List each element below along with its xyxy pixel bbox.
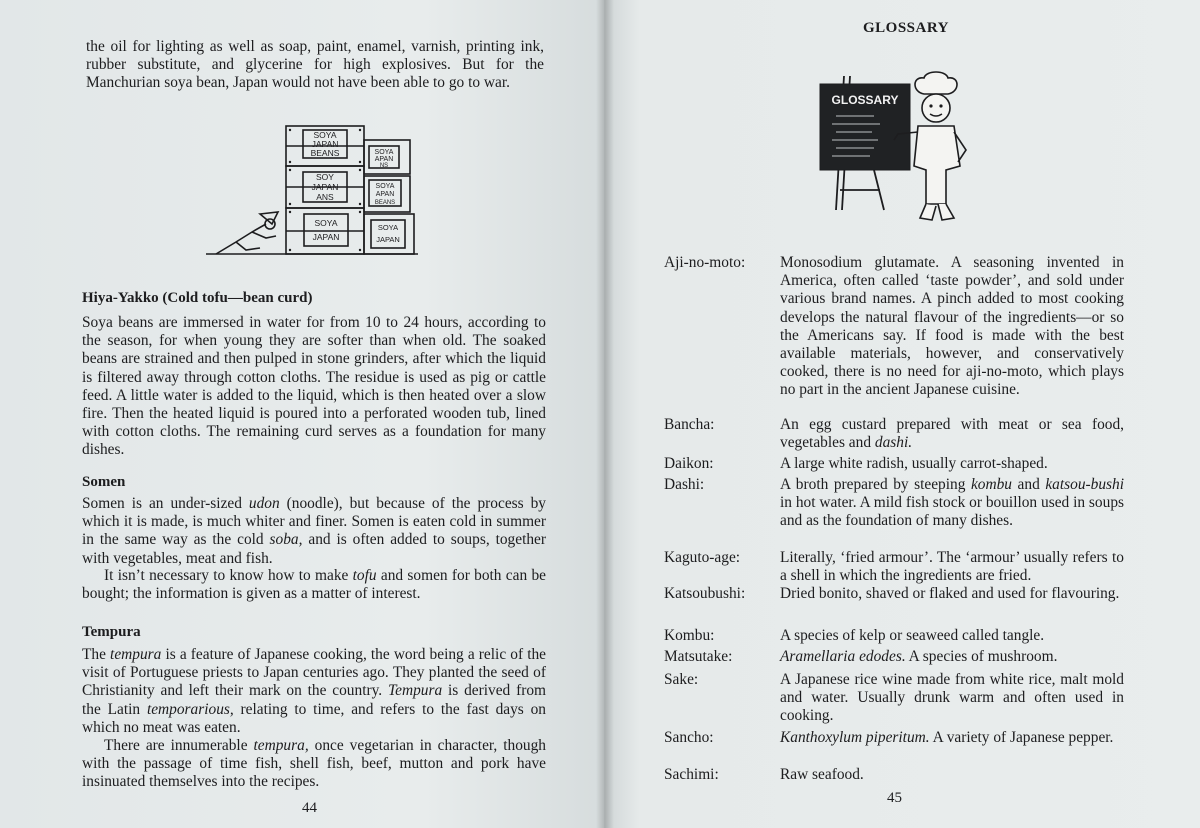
glossary-definition: A broth prepared by steeping kombu and katsou-bushi in hot water. A mild fish stock or bouillon used in soups and as the foundation of many dishes. [780, 476, 1124, 530]
somen-heading: Somen [82, 474, 126, 490]
glossary-definition: A Japanese rice wine made from white rice, malt mold and water. Usually drunk warm and often used in cooking. [780, 671, 1124, 725]
left-page-number: 44 [302, 800, 317, 816]
hiya-yakko-heading: Hiya-Yakko (Cold tofu—bean curd) [82, 290, 313, 306]
glossary-definition: An egg custard prepared with meat or sea food, vegetables and dashi. [780, 416, 1124, 452]
glossary-term: Bancha: [664, 416, 715, 433]
glossary-definition: Aramellaria edodes. A species of mushroom. [780, 648, 1058, 665]
crate2-label-line3: ANS [316, 192, 334, 202]
crate1-label-line2: JAPAN [311, 139, 339, 149]
somen-paragraph-1: Somen is an under-sized udon (noodle), but because of the process by which it is made, is much whiter and finer. Somen is eaten cold in summer in the same way as the cold soba, and is often added to soups, together with vegetables, meat and fish. [82, 495, 546, 567]
crate4-label-line2: APAN [374, 156, 394, 163]
chef-blackboard-illustration [814, 70, 974, 226]
intro-paragraph: the oil for lighting as well as soap, paint, enamel, varnish, printing ink, rubber substitute, and glycerine for high explosives. But for the Manchurian soya bean, Japan would not have been able to go to war. [86, 38, 544, 92]
glossary-definition: A species of kelp or seaweed called tangle. [780, 627, 1045, 644]
glossary-term: Aji-no-moto: [664, 254, 746, 271]
crate3-label-line1: SOYA [314, 218, 338, 228]
right-page [604, 0, 1200, 828]
glossary-term: Daikon: [664, 455, 714, 472]
glossary-definition: Kanthoxylum piperitum. A variety of Japanese pepper. [780, 729, 1114, 746]
right-page-number: 45 [887, 790, 902, 806]
glossary-term: Sachimi: [664, 766, 719, 783]
glossary-term: Kombu: [664, 627, 715, 644]
crate1-label-line3: BEANS [310, 148, 340, 158]
glossary-title: GLOSSARY [863, 20, 949, 36]
crate6-label-line1: SOYA [377, 223, 399, 232]
crate3-label-line2: JAPAN [312, 232, 340, 242]
glossary-definition: A large white radish, usually carrot-shaped. [780, 455, 1048, 472]
glossary-term: Matsutake: [664, 648, 733, 665]
glossary-term: Dashi: [664, 476, 705, 493]
glossary-definition: Dried bonito, shaved or flaked and used for flavouring. [780, 585, 1120, 602]
crate4-label-line1: SOYA [374, 149, 394, 156]
crate5-label-line1: SOYA [375, 183, 395, 190]
tempura-heading: Tempura [82, 624, 141, 640]
crate6-label-line2: JAPAN [376, 235, 400, 244]
soya-crates-illustration [206, 120, 422, 262]
tempura-paragraph-2: There are innumerable tempura, once vegetarian in character, though with the passage of time fish, shell fish, beef, mutton and pork have insinuated themselves into the recipes. [82, 737, 546, 791]
glossary-term: Sancho: [664, 729, 714, 746]
book-gutter [596, 0, 614, 828]
somen-paragraph-2: It isn’t necessary to know how to make tofu and somen for both can be bought; the information is given as a matter of interest. [82, 567, 546, 603]
crate2-label-line1: SOY [316, 172, 334, 182]
tempura-paragraph-1: The tempura is a feature of Japanese cooking, the word being a relic of the visit of Portuguese priests to Japan centuries ago. They planted the seed of Christianity and left their mark on the country. Tempura is derived from the Latin temporarious, relating to time, and refers to the fast days on which no meat was eaten. [82, 646, 546, 736]
blackboard-glossary-label: GLOSSARY [831, 93, 899, 107]
glossary-definition: Literally, ‘fried armour’. The ‘armour’ usually refers to a shell in which the ingredients are fried. [780, 549, 1124, 585]
crate1-label-line1: SOYA [313, 130, 337, 140]
glossary-term: Sake: [664, 671, 699, 688]
crate2-label-line2: JAPAN [311, 182, 339, 192]
glossary-definition: Monosodium glutamate. A seasoning invented in America, often called ‘taste powder’, and sold under various brand names. A pinch added to most cooking develops the natural flavour of the ingredients—or so the Americans say. If food is made with the best available materials, however, and conservatively cooked, there is no need for aji-no-moto, which plays no part in the ancient Japanese cuisine. [780, 254, 1124, 399]
glossary-term: Katsoubushi: [664, 585, 746, 602]
glossary-term: Kaguto-age: [664, 549, 741, 566]
crate5-label-line3: BEANS [374, 200, 396, 206]
crate5-label-line2: APAN [375, 191, 395, 198]
hiya-yakko-paragraph: Soya beans are immersed in water for from 10 to 24 hours, according to the season, for when young they are softer than when old. The soaked beans are strained and then pulped in stone grinders, after which the liquid is filtered away through cotton cloths. The residue is used as pig or cattle feed. A little water is added to the liquid, which is then heated over a slow fire. Then the heated liquid is poured into a perforated wooden tub, lined with cotton cloths. The remaining curd serves as a foundation for many dishes. [82, 314, 546, 459]
crate4-label-line3: NS [379, 163, 389, 169]
glossary-definition: Raw seafood. [780, 766, 864, 783]
